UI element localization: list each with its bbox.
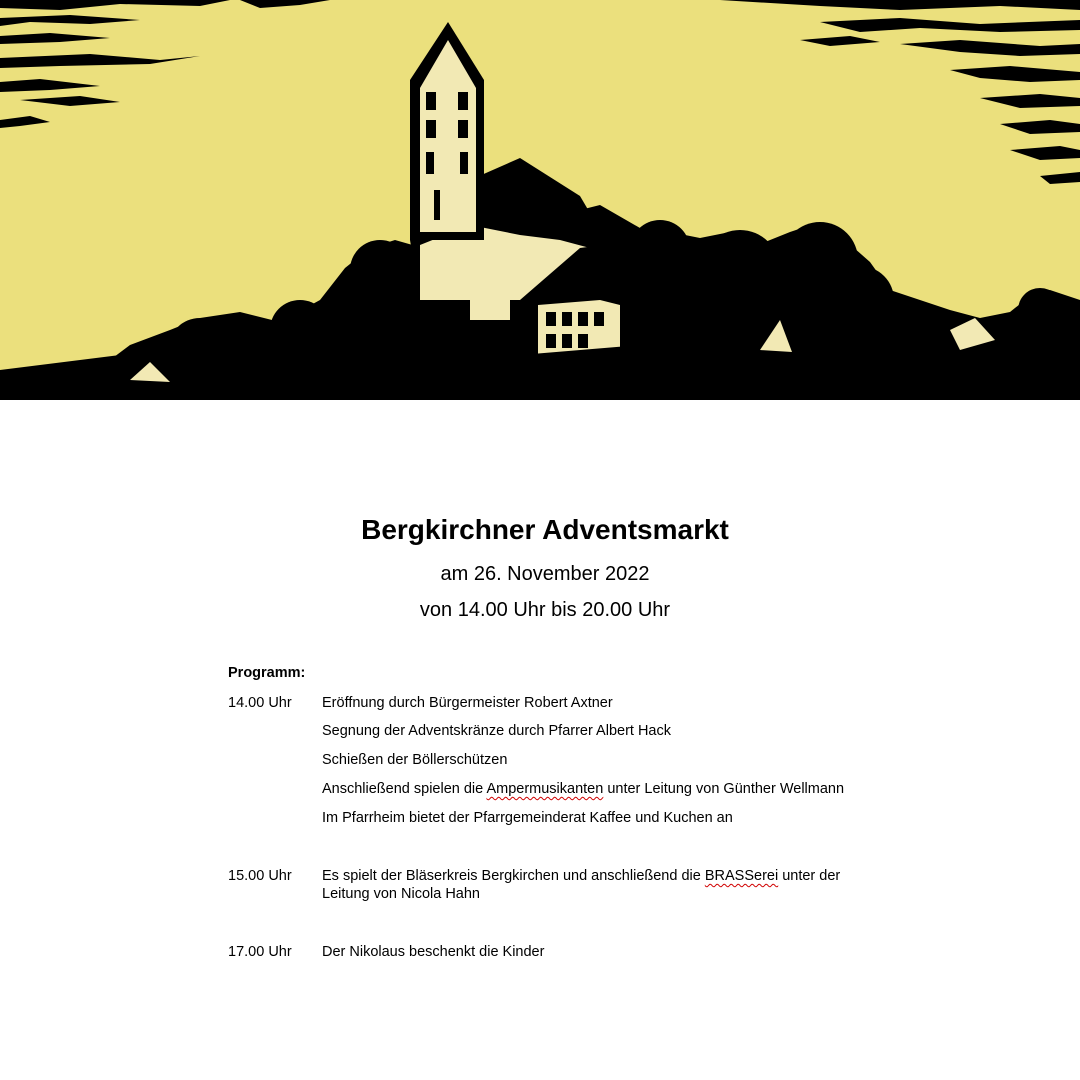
program-time: 17.00 Uhr [228, 944, 292, 960]
program-item-text: unter Leitung von Günther Wellmann [603, 781, 845, 797]
program-time: 14.00 Uhr [228, 695, 292, 711]
program-item-text: unter der Leitung von Nicola Hahn [322, 868, 841, 902]
program-item: Segnung der Adventskränze durch Pfarrer Albert Hack [322, 723, 671, 739]
program-item: Eröffnung durch Bürgermeister Robert Axtner [322, 695, 613, 711]
header-illustration [0, 0, 1080, 400]
misspelled-word-ampermusikanten: Ampermusikanten [486, 781, 604, 797]
program-item [322, 780, 862, 798]
misspelled-word-brasserei: BRASSerei [704, 868, 779, 884]
event-hours: von 14.00 Uhr bis 20.00 Uhr [419, 599, 671, 621]
program-item: Der Nikolaus beschenkt die Kinder [322, 944, 545, 960]
program-item-text: Es spielt der Bläserkreis Bergkirchen und anschließend die [322, 868, 705, 884]
program-item [322, 867, 862, 903]
program-time: 15.00 Uhr [228, 868, 292, 884]
page-title: Bergkirchner Adventsmarkt [361, 514, 729, 545]
event-date: am 26. November 2022 [440, 563, 650, 585]
program-item: Schießen der Böllerschützen [322, 752, 508, 768]
program-item-text: Anschließend spielen die [322, 781, 487, 797]
church-woodcut-image [0, 0, 1080, 400]
program-item: Im Pfarrheim bietet der Pfarrgemeinderat Kaffee und Kuchen an [322, 810, 733, 826]
program-heading: Programm: [228, 665, 306, 681]
